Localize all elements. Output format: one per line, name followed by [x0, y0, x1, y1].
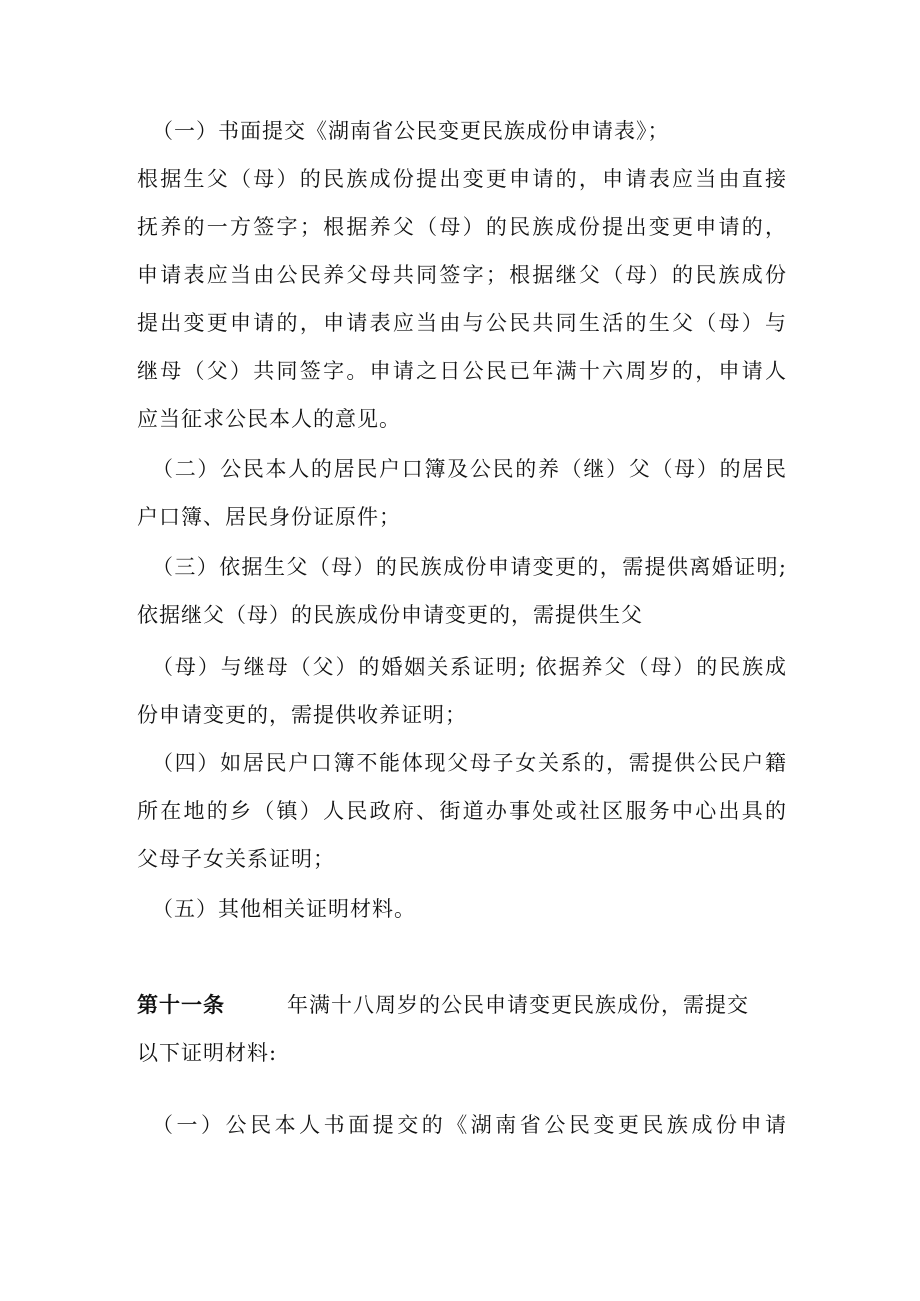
paragraph-line: 份申请变更的，需提供收养证明；: [137, 703, 467, 727]
paragraph-item-3: （三）依据生父（母）的民族成份申请变更的，需提供离婚证明;: [152, 555, 787, 579]
paragraph-line: 申请表应当由公民养父母共同签字；根据继父（母）的民族成份: [137, 263, 787, 287]
paragraph-item-1: （一）书面提交《湖南省公民变更民族成份申请表》；: [152, 119, 670, 143]
paragraph-item-2: （二）公民本人的居民户口簿及公民的养（继）父（母）的居民: [152, 457, 787, 481]
paragraph-line: 根据生父（母）的民族成份提出变更申请的，申请表应当由直接: [137, 167, 787, 191]
paragraph-line: 抚养的一方签字；根据养父（母）的民族成份提出变更申请的，: [137, 215, 787, 239]
article-item-1: （一）公民本人书面提交的《湖南省公民变更民族成份申请: [152, 1113, 787, 1137]
paragraph-line: 父母子女关系证明；: [137, 847, 335, 871]
paragraph-line: （母）与继母（父）的婚姻关系证明; 依据养父（母）的民族成: [152, 655, 787, 679]
paragraph-line: 应当征求公民本人的意见。: [137, 407, 401, 431]
article-text: 年满十八周岁的公民申请变更民族成份，需提交: [287, 993, 749, 1017]
paragraph-line: 所在地的乡（镇）人民政府、街道办事处或社区服务中心出具的: [137, 799, 787, 823]
article-heading-line: [137, 990, 787, 1020]
article-label: 第十一条: [137, 992, 225, 1017]
paragraph-line: 依据继父（母）的民族成份申请变更的，需提供生父: [137, 603, 643, 627]
paragraph-item-4: （四）如居民户口簿不能体现父母子女关系的，需提供公民户籍: [152, 751, 787, 775]
paragraph-item-5: （五）其他相关证明材料。: [152, 897, 416, 921]
paragraph-line: 继母（父）共同签字。申请之日公民已年满十六周岁的，申请人: [137, 359, 787, 383]
paragraph-line: 户口簿、居民身份证原件；: [137, 505, 401, 529]
article-text-line: 以下证明材料:: [137, 1041, 278, 1065]
paragraph-line: 提出变更申请的，申请表应当由与公民共同生活的生父（母）与: [137, 311, 787, 335]
